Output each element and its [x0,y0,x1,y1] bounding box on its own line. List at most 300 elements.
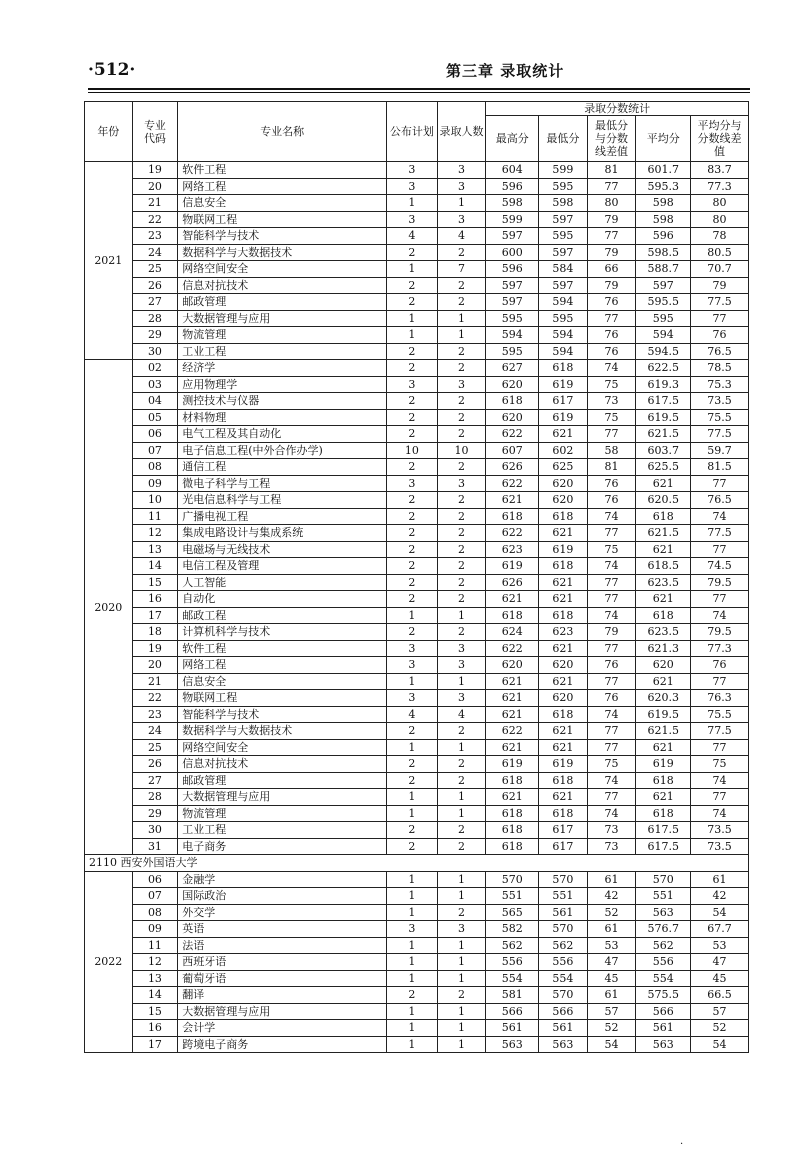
avg-cell: 619.3 [636,376,691,393]
min-cell: 554 [539,970,588,987]
avg_diff-cell: 77.5 [691,525,749,542]
name-cell: 法语 [178,937,387,954]
admitted-cell: 2 [437,360,486,377]
code-cell: 27 [132,772,178,789]
min_diff-cell: 73 [587,838,636,855]
avg-cell: 603.7 [636,442,691,459]
code-cell: 27 [132,294,178,311]
table-row [85,673,749,690]
table-row [85,723,749,740]
plan-cell: 1 [387,195,438,212]
name-cell: 大数据管理与应用 [178,789,387,806]
plan-cell: 2 [387,558,438,575]
year-cell: 2020 [85,360,133,855]
min_diff-cell: 81 [587,459,636,476]
plan-cell: 2 [387,426,438,443]
avg-cell: 617.5 [636,393,691,410]
table-row [85,838,749,855]
name-cell: 网络工程 [178,657,387,674]
min_diff-cell: 76 [587,327,636,344]
table-row [85,657,749,674]
max-cell: 618 [486,393,539,410]
max-cell: 563 [486,1036,539,1053]
min_diff-cell: 75 [587,756,636,773]
name-cell: 信息对抗技术 [178,756,387,773]
code-cell: 24 [132,723,178,740]
avg-cell: 576.7 [636,921,691,938]
name-cell: 西班牙语 [178,954,387,971]
table-row [85,772,749,789]
avg_diff-cell: 45 [691,970,749,987]
admitted-cell: 3 [437,162,486,179]
min_diff-cell: 77 [587,525,636,542]
max-cell: 565 [486,904,539,921]
name-cell: 外交学 [178,904,387,921]
min-cell: 618 [539,360,588,377]
admitted-cell: 2 [437,987,486,1004]
code-cell: 13 [132,541,178,558]
name-cell: 集成电路设计与集成系统 [178,525,387,542]
plan-cell: 2 [387,393,438,410]
avg_diff-cell: 77 [691,673,749,690]
name-cell: 邮政管理 [178,772,387,789]
code-cell: 07 [132,888,178,905]
max-cell: 618 [486,508,539,525]
min_diff-cell: 73 [587,822,636,839]
name-cell: 物流管理 [178,327,387,344]
table-row [85,360,749,377]
avg_diff-cell: 66.5 [691,987,749,1004]
table-row [85,690,749,707]
code-cell: 25 [132,739,178,756]
avg-cell: 598 [636,195,691,212]
max-cell: 562 [486,937,539,954]
min-cell: 618 [539,558,588,575]
plan-cell: 2 [387,838,438,855]
plan-cell: 1 [387,1020,438,1037]
code-cell: 09 [132,475,178,492]
plan-cell: 1 [387,937,438,954]
code-cell: 07 [132,442,178,459]
avg-cell: 618 [636,508,691,525]
table-row [85,1003,749,1020]
avg_diff-cell: 80 [691,211,749,228]
avg-cell: 623.5 [636,624,691,641]
min-cell: 597 [539,244,588,261]
table-row [85,393,749,410]
plan-cell: 4 [387,706,438,723]
avg-cell: 556 [636,954,691,971]
plan-cell: 1 [387,673,438,690]
avg-cell: 623.5 [636,574,691,591]
max-cell: 620 [486,409,539,426]
table-row [85,624,749,641]
admitted-cell: 1 [437,871,486,888]
plan-cell: 1 [387,607,438,624]
table-row [85,244,749,261]
avg_diff-cell: 73.5 [691,822,749,839]
max-cell: 598 [486,195,539,212]
plan-cell: 2 [387,508,438,525]
plan-cell: 2 [387,244,438,261]
min-cell: 621 [539,591,588,608]
code-cell: 15 [132,1003,178,1020]
min-cell: 570 [539,921,588,938]
avg_diff-cell: 79.5 [691,574,749,591]
min-cell: 618 [539,607,588,624]
plan-cell: 2 [387,294,438,311]
avg_diff-cell: 57 [691,1003,749,1020]
avg-cell: 595 [636,310,691,327]
table-row [85,805,749,822]
table-row [85,525,749,542]
plan-cell: 3 [387,921,438,938]
page-number: ·512· [88,60,136,80]
code-cell: 29 [132,805,178,822]
code-cell: 13 [132,970,178,987]
min_diff-cell: 74 [587,805,636,822]
avg_diff-cell: 80.5 [691,244,749,261]
min-cell: 566 [539,1003,588,1020]
admitted-cell: 1 [437,1036,486,1053]
name-cell: 智能科学与技术 [178,228,387,245]
table-row [85,310,749,327]
avg_diff-cell: 79 [691,277,749,294]
admitted-cell: 3 [437,657,486,674]
avg_diff-cell: 75.5 [691,409,749,426]
table-row [85,574,749,591]
plan-cell: 2 [387,772,438,789]
min-cell: 620 [539,492,588,509]
plan-cell: 2 [387,987,438,1004]
max-cell: 622 [486,426,539,443]
code-cell: 06 [132,426,178,443]
header-rule [88,88,750,90]
min_diff-cell: 75 [587,376,636,393]
table-row [85,426,749,443]
header-min-diff: 最低分与分数线差值 [587,116,636,162]
min_diff-cell: 79 [587,624,636,641]
table-row [85,822,749,839]
plan-cell: 1 [387,805,438,822]
min_diff-cell: 54 [587,1036,636,1053]
admitted-cell: 1 [437,673,486,690]
avg_diff-cell: 74 [691,805,749,822]
name-cell: 会计学 [178,1020,387,1037]
table-row [85,921,749,938]
avg_diff-cell: 75.5 [691,706,749,723]
admitted-cell: 1 [437,607,486,624]
min_diff-cell: 77 [587,739,636,756]
min-cell: 621 [539,673,588,690]
max-cell: 595 [486,310,539,327]
plan-cell: 4 [387,228,438,245]
max-cell: 621 [486,690,539,707]
avg_diff-cell: 77.3 [691,178,749,195]
min-cell: 619 [539,409,588,426]
min-cell: 621 [539,426,588,443]
avg_diff-cell: 77.5 [691,723,749,740]
min-cell: 597 [539,211,588,228]
avg_diff-cell: 77 [691,541,749,558]
min_diff-cell: 79 [587,277,636,294]
admitted-cell: 2 [437,294,486,311]
plan-cell: 1 [387,954,438,971]
admitted-cell: 2 [437,574,486,591]
avg-cell: 619 [636,756,691,773]
admitted-cell: 3 [437,690,486,707]
admitted-cell: 1 [437,970,486,987]
avg-cell: 570 [636,871,691,888]
code-cell: 24 [132,244,178,261]
max-cell: 622 [486,475,539,492]
header-plan: 公布计划 [387,102,438,162]
max-cell: 596 [486,261,539,278]
plan-cell: 2 [387,756,438,773]
plan-cell: 2 [387,723,438,740]
avg_diff-cell: 74 [691,508,749,525]
min_diff-cell: 77 [587,228,636,245]
avg-cell: 622.5 [636,360,691,377]
min_diff-cell: 42 [587,888,636,905]
min_diff-cell: 80 [587,195,636,212]
min_diff-cell: 61 [587,987,636,1004]
code-cell: 08 [132,904,178,921]
min_diff-cell: 58 [587,442,636,459]
code-cell: 10 [132,492,178,509]
min_diff-cell: 61 [587,871,636,888]
avg-cell: 621.5 [636,426,691,443]
name-cell: 自动化 [178,591,387,608]
header-admitted: 录取人数 [437,102,486,162]
min_diff-cell: 77 [587,640,636,657]
admitted-cell: 2 [437,838,486,855]
header-rule-thin [88,92,750,93]
avg-cell: 621 [636,541,691,558]
min_diff-cell: 74 [587,607,636,624]
avg-cell: 588.7 [636,261,691,278]
min-cell: 620 [539,475,588,492]
plan-cell: 3 [387,690,438,707]
table-row [85,706,749,723]
avg-cell: 618 [636,805,691,822]
table-row [85,211,749,228]
min-cell: 563 [539,1036,588,1053]
admitted-cell: 1 [437,805,486,822]
code-cell: 29 [132,327,178,344]
min_diff-cell: 79 [587,244,636,261]
code-cell: 30 [132,822,178,839]
plan-cell: 1 [387,970,438,987]
avg-cell: 621 [636,739,691,756]
max-cell: 621 [486,739,539,756]
avg_diff-cell: 70.7 [691,261,749,278]
min_diff-cell: 53 [587,937,636,954]
max-cell: 566 [486,1003,539,1020]
code-cell: 03 [132,376,178,393]
max-cell: 604 [486,162,539,179]
avg_diff-cell: 78 [691,228,749,245]
avg_diff-cell: 77 [691,789,749,806]
table-row [85,195,749,212]
code-cell: 14 [132,987,178,1004]
avg_diff-cell: 67.7 [691,921,749,938]
avg_diff-cell: 61 [691,871,749,888]
name-cell: 大数据管理与应用 [178,1003,387,1020]
name-cell: 跨境电子商务 [178,1036,387,1053]
max-cell: 554 [486,970,539,987]
min-cell: 618 [539,706,588,723]
admitted-cell: 2 [437,723,486,740]
admitted-cell: 2 [437,459,486,476]
name-cell: 微电子科学与工程 [178,475,387,492]
code-cell: 17 [132,607,178,624]
admitted-cell: 1 [437,954,486,971]
avg-cell: 597 [636,277,691,294]
max-cell: 582 [486,921,539,938]
name-cell: 大数据管理与应用 [178,310,387,327]
code-cell: 31 [132,838,178,855]
max-cell: 607 [486,442,539,459]
name-cell: 金融学 [178,871,387,888]
name-cell: 光电信息科学与工程 [178,492,387,509]
header-stats: 录取分数统计 [486,102,749,116]
min-cell: 597 [539,277,588,294]
avg_diff-cell: 77.3 [691,640,749,657]
plan-cell: 2 [387,277,438,294]
min_diff-cell: 45 [587,970,636,987]
name-cell: 工业工程 [178,343,387,360]
avg_diff-cell: 77 [691,310,749,327]
admitted-cell: 4 [437,706,486,723]
avg-cell: 620.5 [636,492,691,509]
admitted-cell: 1 [437,1020,486,1037]
name-cell: 软件工程 [178,640,387,657]
avg_diff-cell: 76.5 [691,343,749,360]
min-cell: 556 [539,954,588,971]
min_diff-cell: 75 [587,541,636,558]
max-cell: 618 [486,772,539,789]
table-row [85,294,749,311]
name-cell: 智能科学与技术 [178,706,387,723]
admitted-cell: 7 [437,261,486,278]
avg_diff-cell: 76 [691,327,749,344]
admitted-cell: 3 [437,921,486,938]
min_diff-cell: 74 [587,558,636,575]
min_diff-cell: 79 [587,211,636,228]
table-row [85,343,749,360]
avg-cell: 551 [636,888,691,905]
avg-cell: 621.3 [636,640,691,657]
code-cell: 20 [132,178,178,195]
avg_diff-cell: 73.5 [691,393,749,410]
min_diff-cell: 77 [587,310,636,327]
avg-cell: 621 [636,789,691,806]
table-row [85,871,749,888]
max-cell: 570 [486,871,539,888]
min_diff-cell: 77 [587,591,636,608]
avg-cell: 563 [636,904,691,921]
table-row [85,1020,749,1037]
plan-cell: 2 [387,492,438,509]
avg-cell: 595.3 [636,178,691,195]
header-min: 最低分 [539,116,588,162]
avg-cell: 594 [636,327,691,344]
code-cell: 11 [132,508,178,525]
plan-cell: 3 [387,162,438,179]
min-cell: 623 [539,624,588,641]
admitted-cell: 3 [437,211,486,228]
name-cell: 人工智能 [178,574,387,591]
admitted-cell: 2 [437,508,486,525]
min_diff-cell: 77 [587,426,636,443]
plan-cell: 3 [387,640,438,657]
min-cell: 595 [539,310,588,327]
min-cell: 621 [539,640,588,657]
table-row [85,756,749,773]
table-row [85,888,749,905]
code-cell: 22 [132,211,178,228]
table-row [85,904,749,921]
admitted-cell: 2 [437,343,486,360]
table-row [85,987,749,1004]
plan-cell: 2 [387,591,438,608]
name-cell: 电子商务 [178,838,387,855]
avg_diff-cell: 52 [691,1020,749,1037]
min-cell: 618 [539,772,588,789]
max-cell: 581 [486,987,539,1004]
name-cell: 物流管理 [178,805,387,822]
code-cell: 19 [132,162,178,179]
min_diff-cell: 74 [587,706,636,723]
name-cell: 材料物理 [178,409,387,426]
min_diff-cell: 77 [587,178,636,195]
min_diff-cell: 52 [587,1020,636,1037]
avg-cell: 563 [636,1036,691,1053]
max-cell: 622 [486,640,539,657]
avg-cell: 620 [636,657,691,674]
min-cell: 617 [539,838,588,855]
avg-cell: 566 [636,1003,691,1020]
admitted-cell: 2 [437,822,486,839]
avg_diff-cell: 54 [691,904,749,921]
max-cell: 597 [486,277,539,294]
plan-cell: 1 [387,327,438,344]
name-cell: 电气工程及其自动化 [178,426,387,443]
max-cell: 619 [486,558,539,575]
plan-cell: 1 [387,871,438,888]
plan-cell: 1 [387,888,438,905]
name-cell: 网络工程 [178,178,387,195]
admitted-cell: 1 [437,789,486,806]
avg_diff-cell: 74 [691,607,749,624]
plan-cell: 3 [387,211,438,228]
min-cell: 570 [539,871,588,888]
name-cell: 通信工程 [178,459,387,476]
avg-cell: 598 [636,211,691,228]
min-cell: 599 [539,162,588,179]
max-cell: 597 [486,228,539,245]
admission-table [84,101,749,1053]
code-cell: 21 [132,195,178,212]
plan-cell: 3 [387,475,438,492]
plan-cell: 1 [387,310,438,327]
chapter-title: 第三章 录取统计 [446,62,565,80]
avg-cell: 595.5 [636,294,691,311]
admitted-cell: 2 [437,591,486,608]
code-cell: 11 [132,937,178,954]
avg_diff-cell: 47 [691,954,749,971]
